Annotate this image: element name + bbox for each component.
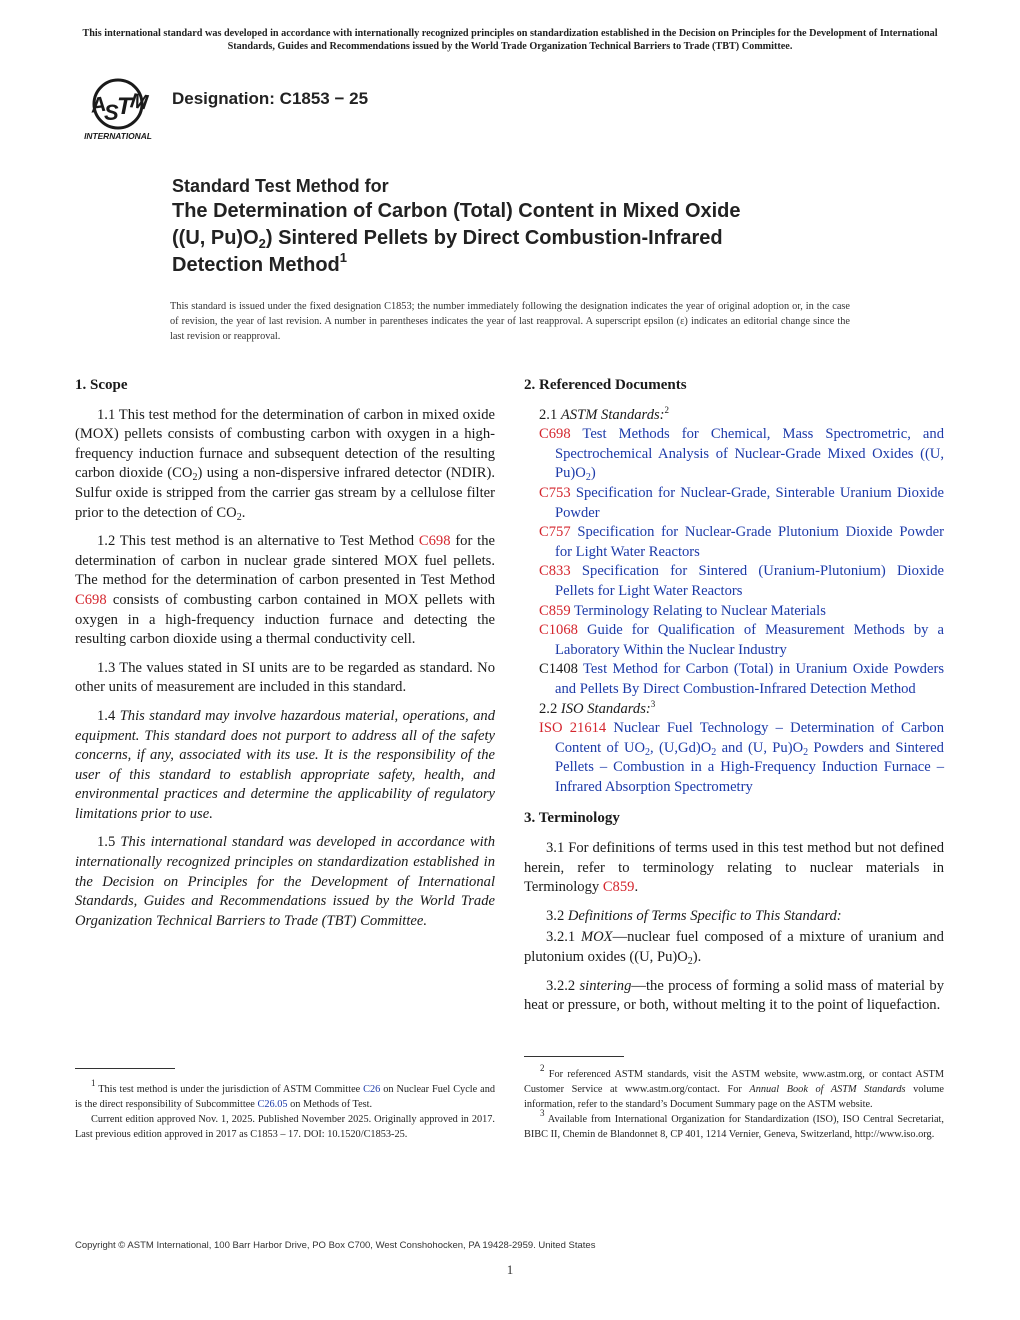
footnote-3: $^3$ Available from International Organization for Standardization (ISO), ISO Central Secretariat, BIBC II, Chemin de Blandonnet 8, CP 401, 1214 Vernier, Geneva, Switzerland, http://www.iso.org.: [524, 1108, 944, 1140]
reference-title-link[interactable]: Test Method for Carbon (Total) in Uranium Oxide Powders and Pellets By Direct Combustion-Infrared Detection Method: [555, 661, 944, 697]
wto-notice: This international standard was developed in accordance with internationally recognized principles on standardization established in the Decision on Principles for the Development of International Standards, Guides and Recommendations issued by the World Trade Organization Technical Barriers to Trade (TBT) Committee.: [82, 28, 938, 52]
reference-iso-21614: [524, 719, 944, 797]
designation-notice: This standard is issued under the fixed designation C1853; the number immediately following the designation indicates the year of original adoption or, in the case of revision, the year of last revision. A number in parentheses indicates the year of last reapproval. A superscript epsilon (ε) indicates an editorial change since the last revision or reapproval.: [170, 301, 850, 342]
reference-title-link[interactable]: Test Methods for Chemical, Mass Spectrometric, and Spectrochemical Analysis of Nuclear-Grade Mixed Oxides ((U, $Pu)O_2$): [555, 426, 944, 484]
reference-title-link[interactable]: Specification for Nuclear-Grade, Sinterable Uranium Dioxide Powder: [555, 484, 944, 521]
reference-title-link[interactable]: Terminology Relating to Nuclear Materials: [570, 602, 826, 619]
astm-logo-icon: [76, 76, 160, 142]
reference-code[interactable]: C833: [539, 563, 571, 580]
title-prefix: Standard Test Method for: [172, 176, 389, 196]
reference-item: [524, 621, 944, 660]
footnote-1: $^1$ This test method is under the jurisdiction of ASTM Committee C26 on Nuclear Fuel Cycle and is the direct responsibility of Subcommittee C26.05 on Methods of Test.: [75, 1078, 495, 1110]
svg-text:A: A: [89, 92, 108, 118]
link-iso-21614-title[interactable]: Nuclear Fuel Technology – Determination of Carbon Content of $UO_2$, $(U,Gd)O_2$ and (U, $Pu)O_2$ Powders and Sintered Pellets – Combustion in a High-Frequency Induction Furnace – Infrared Absorption Spectrometry: [555, 720, 944, 795]
right-column: [524, 374, 944, 1025]
page-number: 1: [506, 1262, 514, 1277]
para-3-1: 3.1 For definitions of terms used in this test method but not defined herein, refer to terminology relating to nuclear materials in Terminology C859.: [524, 840, 944, 896]
reference-title-link[interactable]: Specification for Nuclear-Grade Plutonium Dioxide Powder for Light Water Reactors: [555, 524, 944, 560]
svg-text:S: S: [104, 100, 119, 125]
footnote-rule-right: [524, 1056, 624, 1057]
footnote-1-edition: Current edition approved Nov. 1, 2025. Published November 2025. Originally approved in 2017. Last previous edition approved in 2017 as C1853 – 17. DOI: 10.1520/C1853-25.: [75, 1114, 495, 1140]
reference-code: C1408: [539, 661, 578, 678]
para-3-2-1: 3.2.1 MOX—nuclear fuel composed of a mixture of uranium and plutonium oxides ((U, $Pu)O_2$).: [524, 929, 944, 968]
para-1-5: 1.5 This international standard was developed in accordance with internationally recognized principles on standardization established in the Decision on Principles for the Development of International Standards, Guides and Recommendations issued by the World Trade Organization Technical Barriers to Trade (TBT) Committee.: [75, 834, 496, 929]
link-c26-05[interactable]: C26.05: [257, 1099, 288, 1110]
para-1-1: 1.1 This test method for the determination of carbon in mixed oxide (MOX) pellets consists of combusting carbon with oxygen in a high-frequency induction furnace and subsequent detection of the resulting carbon dioxide $(CO_2)$ using a non-dispersive infrared detector (NDIR). Sulfur oxide is stripped from the carrier gas stream by a cellulose filter prior to the detection of $CO_2$.: [75, 406, 495, 523]
para-3-2: 3.2 Definitions of Terms Specific to This Standard:: [546, 907, 842, 924]
reference-code[interactable]: C1068: [539, 622, 578, 639]
designation: Designation: C1853 − 25: [172, 89, 369, 108]
document-title: [172, 175, 872, 279]
reference-item: [524, 523, 944, 562]
left-column: [75, 374, 495, 940]
para-1-4: 1.4 This standard may involve hazardous material, operations, and equipment. This standard does not purport to address all of the safety concerns, if any, associated with its use. It is the responsibility of the user of this standard to establish appropriate safety, health, and environmental practices and determine the applicability of regulatory limitations prior to use.: [75, 707, 496, 822]
reference-item: [524, 602, 944, 622]
title-line-2: ((U, $Pu)O_2$) Sintered Pellets by Direct Combustion-Infrared: [172, 227, 723, 251]
para-3-2-2: 3.2.2 sintering—the process of forming a solid mass of material by heat or pressure, or both, without melting it to the point of liquefaction.: [524, 977, 944, 1014]
footnotes-left: [75, 1078, 495, 1142]
svg-text:M: M: [128, 89, 150, 115]
footnotes-right: [524, 1063, 944, 1142]
reference-title-link[interactable]: Specification for Sintered (Uranium-Plutonium) Dioxide Pellets for Light Water Reactors: [555, 563, 944, 599]
reference-code[interactable]: C753: [539, 484, 571, 501]
reference-code[interactable]: C859: [539, 602, 571, 619]
title-line-1: The Determination of Carbon (Total) Content in Mixed Oxide: [172, 200, 741, 222]
link-c859[interactable]: C859: [602, 879, 635, 896]
link-c698[interactable]: C698: [75, 591, 107, 608]
reference-title-link[interactable]: Guide for Qualification of Measurement Methods by a Laboratory Within the Nuclear Industry: [555, 622, 944, 658]
section-heading-terminology: 3. Terminology: [524, 810, 620, 827]
section-heading-referenced-documents: 2. Referenced Documents: [524, 377, 687, 393]
reference-item: [524, 484, 944, 523]
reference-code[interactable]: C757: [539, 524, 571, 541]
reference-item: [524, 562, 944, 601]
astm-standards-heading: 2.1 ASTM Standards:$^2$: [539, 404, 670, 423]
reference-item: [524, 660, 944, 699]
para-1-2: 1.2 This test method is an alternative to Test Method C698 for the determination of carbon in nuclear grade sintered MOX fuel pellets. The method for the determination of carbon presented in Test Method C698 consists of combusting carbon contained in MOX pellets with oxygen in a high-frequency induction furnace and detecting the resulting carbon dioxide using a thermal conductivity cell.: [75, 533, 495, 648]
iso-standards-heading: 2.2 ISO Standards:$^3$: [539, 698, 656, 717]
svg-text:T: T: [117, 93, 132, 120]
reference-list: [524, 425, 944, 699]
svg-text:INTERNATIONAL: INTERNATIONAL: [84, 131, 152, 141]
reference-code[interactable]: C698: [539, 426, 571, 443]
footnote-rule-left: [75, 1068, 175, 1069]
footnote-2: $^2$ For referenced ASTM standards, visit the ASTM website, www.astm.org, or contact ASTM Customer Service at www.astm.org/contact. For Annual Book of ASTM Standards volume information, refer to the standard’s Document Summary page on the ASTM website.: [524, 1063, 944, 1110]
section-heading-scope: 1. Scope: [75, 377, 128, 393]
link-c698[interactable]: C698: [418, 533, 451, 550]
link-c26[interactable]: C26: [363, 1084, 381, 1095]
title-line-3: Detection Method$^1$: [172, 250, 348, 276]
copyright-line: Copyright © ASTM International, 100 Barr Harbor Drive, PO Box C700, West Conshohocken, PA 19428-2959. United States: [75, 1240, 596, 1251]
para-1-3: 1.3 The values stated in SI units are to be regarded as standard. No other units of measurement are included in this standard.: [75, 659, 495, 696]
reference-item: [524, 425, 944, 484]
link-iso-21614[interactable]: ISO 21614: [539, 720, 607, 737]
